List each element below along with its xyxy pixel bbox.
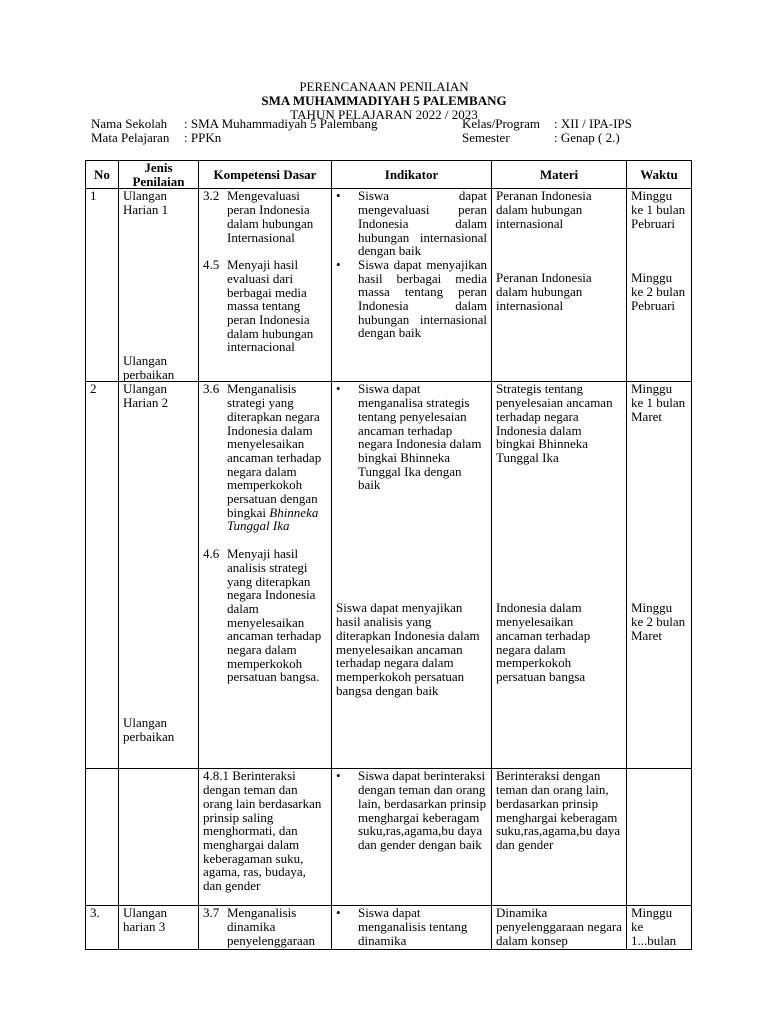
materi-text: Peranan Indonesia dalam hubungan internasional <box>496 188 592 231</box>
kd-number: 3.6 <box>203 381 220 397</box>
kd-text: Menyaji hasil evaluasi dari berbagai media massa tentang peran Indonesia dalam hubungan internacional <box>227 257 314 355</box>
materi-text: Strategis tentang penyelesaian ancaman terhadap negara Indonesia dalam bingkai Bhinneka Tunggal Ika <box>496 381 613 465</box>
indikator-text: Siswa dapat berinteraksi dengan teman dan orang lain, berdasarkan prinsip menghargai keberagam suku,ras,agama,bu daya dan gender dengan baik <box>358 768 487 852</box>
kd-text: Mengevaluasi peran Indonesia dalam hubungan Internasional <box>227 188 314 245</box>
kd-item <box>203 382 327 533</box>
bullet-icon: • <box>336 768 341 784</box>
kd-item <box>203 189 327 244</box>
kd-item <box>203 906 327 947</box>
indikator-text: Siswa dapat menyajikan hasil berbagai media massa tentang peran Indonesia dalam hubungan internasional dengan baik <box>358 256 487 341</box>
bullet-icon: • <box>336 905 341 921</box>
subject-value: : PPKn <box>184 130 222 145</box>
indikator-text: Siswa dapat mengevaluasi peran Indonesia dalam hubungan internasional dengan baik <box>358 188 487 259</box>
row-jenis: Ulangan harian 3 <box>119 906 199 950</box>
indikator-item <box>336 906 487 947</box>
header-indikator: Indikator <box>332 161 492 189</box>
waktu-text: Minggu ke 1 bulan Pebruari <box>631 188 686 231</box>
row-waktu <box>627 382 692 769</box>
kd-item <box>203 258 327 354</box>
indikator-text: Siswa dapat menganalisis tentang dinamika <box>358 905 468 948</box>
row-no: 2 <box>86 382 119 769</box>
table-row <box>86 382 692 769</box>
indikator-text: Siswa dapat menganalisa strategis tentang penyelesaian ancaman terhadap negara Indonesia dalam bingkai Bhinneka Tunggal Ika dengan baik <box>358 381 482 493</box>
header-jenis: Jenis Penilaian <box>119 161 199 189</box>
row-waktu <box>627 189 692 382</box>
school-value: : SMA Muhammadiyah 5 Palembang <box>184 116 378 131</box>
kd-number: 3.7 <box>203 905 220 921</box>
row-kd: 4.8.1 Berinteraksi dengan teman dan orang lain berdasarkan prinsip saling menghormati, dan menghargai dalam keberagaman suku, agama, ras, budaya, dan gender <box>199 769 332 906</box>
jenis-text: Ulangan Harian 2 <box>123 381 169 411</box>
school-title: SMA MUHAMMADIYAH 5 PALEMBANG <box>261 93 507 108</box>
row-materi: Dinamika penyelenggaraan negara dalam konsep <box>492 906 627 950</box>
school-label: Nama Sekolah <box>91 116 168 131</box>
materi-text: Peranan Indonesia dalam hubungan internasional <box>496 270 592 313</box>
assessment-table <box>85 160 692 950</box>
indikator-item <box>336 769 487 851</box>
kd-text: Menganalisis dinamika penyelenggaraan <box>227 905 316 948</box>
row-waktu: Minggu ke 1...bulan <box>627 906 692 950</box>
kd-number: 3.2 <box>203 188 220 204</box>
kd-text: Menyaji hasil analisis strategi yang diterapkan negara Indonesia dalam menyelesaikan ancaman terhadap negara dalam memperkokoh persatuan bangsa. <box>227 546 322 685</box>
table-row <box>86 769 692 906</box>
row-indikator <box>332 906 492 950</box>
header-no: No <box>86 161 119 189</box>
kd-text: Menganalisis strategi yang diterapkan negara Indonesia dalam menyelesaikan ancaman terhadap negara dalam memperkokoh persatuan dengan bingkai Bhinneka Tunggal Ika <box>227 381 322 534</box>
materi-text: Indonesia dalam menyelesaikan ancaman terhadap negara dalam memperkokoh persatuan bangsa <box>496 600 591 684</box>
indikator-text: Siswa dapat menyajikan hasil analisis yang diterapkan Indonesia dalam menyelesaikan ancaman terhadap negara dalam memperkokoh persatuan bangsa dengan baik <box>336 600 480 698</box>
row-materi <box>492 382 627 769</box>
row-jenis <box>119 382 199 769</box>
class-value: : XII / IPA-IPS <box>554 116 632 131</box>
header-kd: Kompetensi Dasar <box>199 161 332 189</box>
class-label: Kelas/Program <box>462 116 540 131</box>
row-indikator <box>332 382 492 769</box>
jenis-perbaikan: Ulangan perbaikan <box>123 353 175 382</box>
indikator-item <box>336 258 487 340</box>
kd-number: 4.6 <box>203 546 220 562</box>
header-materi: Materi <box>492 161 627 189</box>
row-materi: Berinteraksi dengan teman dan orang lain, berdasarkan prinsip menghargai keberagam suku,ras,agama,bu daya dan gender <box>492 769 627 906</box>
year-title: TAHUN PELAJARAN 2022 / 2023 <box>290 107 478 122</box>
indikator-item <box>336 382 487 601</box>
row-indikator <box>332 769 492 906</box>
row-no: 1 <box>86 189 119 382</box>
table-row <box>86 189 692 382</box>
table-header-row <box>86 161 692 189</box>
header-waktu: Waktu <box>627 161 692 189</box>
row-kd <box>199 189 332 382</box>
jenis-text: Ulangan Harian 1 <box>123 188 169 218</box>
bullet-icon: • <box>336 381 341 397</box>
semester-label: Semester <box>462 130 510 145</box>
waktu-text: Minggu ke 2 bulan Maret <box>631 600 686 643</box>
jenis-perbaikan: Ulangan perbaikan <box>123 715 175 745</box>
row-materi <box>492 189 627 382</box>
indikator-item <box>336 189 487 258</box>
bullet-icon: • <box>336 188 341 204</box>
row-jenis <box>119 189 199 382</box>
row-no: 3. <box>86 906 119 950</box>
waktu-text: Minggu ke 1 bulan Maret <box>631 381 686 424</box>
kd-item <box>203 547 327 684</box>
table-row <box>86 906 692 950</box>
bullet-icon: • <box>336 256 341 272</box>
subject-label: Mata Pelajaran <box>91 130 170 145</box>
row-kd <box>199 382 332 769</box>
doc-title: PERENCANAAN PENILAIAN <box>299 79 469 94</box>
waktu-text: Minggu ke 2 bulan Pebruari <box>631 270 686 313</box>
row-indikator <box>332 189 492 382</box>
row-kd <box>199 906 332 950</box>
kd-number: 4.5 <box>203 257 220 273</box>
semester-value: : Genap ( 2.) <box>554 130 620 145</box>
